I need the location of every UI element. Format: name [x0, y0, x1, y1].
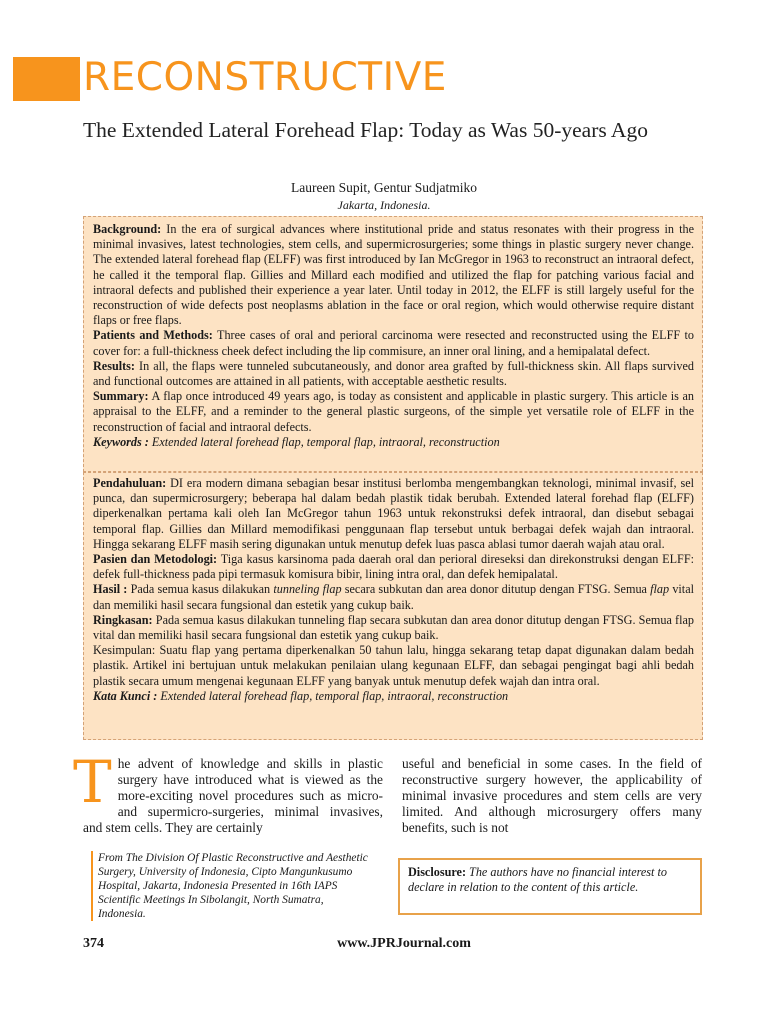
kata-kunci-text: Extended lateral forehead flap, temporal flap, intraoral, reconstruction — [157, 688, 509, 703]
disclosure-text: The authors have no financial interest to declare in relation to the content of this article. — [408, 865, 667, 894]
abstract-keywords — [93, 435, 694, 450]
abstrak-results — [93, 582, 694, 612]
abstrak-summary — [93, 613, 694, 643]
hasil-text-c: vital dan memiliki hasil secara fungsional dan estetik yang cukup baik. — [93, 582, 694, 612]
abstract-indonesian — [83, 472, 703, 740]
abstract-summary — [93, 389, 694, 435]
abstract-background — [93, 222, 694, 328]
affiliation-footnote: From The Division Of Plastic Reconstructive and Aesthetic Surgery, University of Indonesia, Cipto Mangunkusumo Hospital, Jakarta, Indonesia Presented in 16th IAPS Scientific Meetings In Sibolangit, North Sumatra, Indonesia. — [91, 851, 368, 921]
background-label: Background: — [93, 222, 162, 236]
drop-cap: T — [73, 748, 112, 816]
keywords-text: Extended lateral forehead flap, temporal flap, intraoral, reconstruction — [148, 434, 500, 449]
body-column-right — [402, 756, 702, 836]
page-number: 374 — [83, 936, 104, 951]
methods-text: Three cases of oral and perioral carcinoma were resected and reconstructed using the ELFF to cover for: a full-thickness cheek defect including the lip commisure, an inner oral lining, and a hemipalatal defect. — [93, 328, 694, 358]
ringkasan-label: Ringkasan: — [93, 612, 153, 627]
disclosure-label: Disclosure: — [408, 865, 466, 879]
metodologi-label: Pasien dan Metodologi: — [93, 552, 218, 567]
background-text: In the era of surgical advances where institutional pride and status resonates with their progress in the minimal invasives, latest technologies, stem cells, and supermicrosurgeries; some things in plastic surgery never change. The extended lateral forehead flap (ELFF) was first introduced by Ian McGregor in 1963 to reconstruct an intraoral defect, he called it the temporal flap. Gillies and Millard each modified and utilized the flap for patching various facial and intraoral defects and published their experience a year later. Until today in 2012, the ELFF is still largely useful for the reconstruction of wide defects post neoplasms ablation in the face or oral region, which would otherwise require distant flaps or free flaps. — [93, 222, 694, 328]
hasil-text-a: Pada semua kasus dilakukan — [127, 582, 274, 597]
hasil-emphasis-2: flap — [650, 582, 670, 597]
metodologi-text: Tiga kasus karsinoma pada daerah oral dan perioral direseksi dan direkonstruksi dengan ELFF: defek full-thickness pada pipi termasuk komisura bibir, lining intra oral, dan defek hemipalatal. — [93, 552, 694, 582]
abstrak-keywords — [93, 689, 694, 704]
abstrak-intro — [93, 476, 694, 552]
abstract-results — [93, 359, 694, 389]
journal-url: www.JPRJournal.com — [337, 936, 471, 951]
kata-kunci-label: Kata Kunci : — [93, 688, 158, 703]
article-title: The Extended Lateral Forehead Flap: Today as Was 50-years Ago — [83, 118, 648, 142]
keywords-label: Keywords : — [93, 434, 149, 449]
abstrak-conclusion: Kesimpulan: Suatu flap yang pertama diperkenalkan 50 tahun lalu, hingga sekarang tetap dapat digunakan dalam bedah plastik. Artikel ini bertujuan untuk melakukan penilaian ulang kegunaan ELFF, dan sebagai pengingat bagi ahli bedah plastik secara umum mengenai kegunaan ELFF yang banyak untuk menutup defek wajah dan intra oral. — [93, 643, 694, 688]
affiliation: Jakarta, Indonesia. — [337, 198, 431, 212]
hasil-emphasis-1: tunneling flap — [273, 582, 342, 597]
summary-text: A flap once introduced 49 years ago, is today as consistent and applicable in plastic surgery. This article is an appraisal to the ELFF, and a reminder to the general plastic surgeons, of the simple yet versatile role of ELFF in the reconstruction of facial and intraoral defects. — [93, 389, 694, 434]
body-column-left — [73, 748, 383, 836]
body-text-left: he advent of knowledge and skills in plastic surgery have introduced what is viewed as the more-exciting novel procedures such as micro- and supermicro-surgeries, minimal invasives, and stem cells. They are certainly — [83, 756, 383, 835]
abstrak-methods — [93, 552, 694, 582]
summary-label: Summary: — [93, 389, 149, 404]
section-title: RECONSTRUCTIVE — [83, 55, 447, 100]
intro-label: Pendahuluan: — [93, 476, 167, 490]
results-label: Results: — [93, 358, 135, 373]
abstract-english — [83, 216, 703, 472]
hasil-label: Hasil : — [93, 582, 128, 597]
disclosure-box — [398, 858, 702, 915]
methods-label: Patients and Methods: — [93, 328, 213, 343]
intro-text: DI era modern dimana sebagian besar institusi berlomba mengembangkan teknologi, minimal invasif, sel punca, dan supermicrosurgery; beberapa hal dalam bedah plastik tidak berubah. Extended lateral forehad flap (ELFF) diperkenalkan pertama kali oleh Ian McGregor tahun 1963 untuk rekonstruksi defek intraoral, dan disebut sebagai temporal flap. Gillies dan Millard memodifikasi penggunaan flap tersebut untuk berbagai defek wajah dan intraoral. Hingga sekarang ELFF masih sering digunakan untuk menutup defek luas pasca ablasi tumor daerah wajah atau oral. — [93, 476, 694, 551]
body-text-right: useful and beneficial in some cases. In the field of reconstructive surgery however, the applicability of minimal invasive procedures and stem cells are very limited. And although microsurgery offers many benefits, such is not — [402, 756, 702, 835]
abstract-methods — [93, 328, 694, 358]
hasil-text-b: secara subkutan dan area donor ditutup dengan FTSG. Semua — [341, 582, 651, 597]
authors: Laureen Supit, Gentur Sudjatmiko — [291, 180, 477, 195]
ringkasan-text: Pada semua kasus dilakukan tunneling flap secara subkutan dan area donor ditutup dengan FTSG. Semua flap vital dan memiliki hasil secara fungsional dan estetik yang cukup baik. — [93, 612, 694, 643]
section-color-bar — [13, 57, 80, 101]
results-text: In all, the flaps were tunneled subcutaneously, and donor area grafted by full-thickness skin. All flaps survived and functional outcomes are attained in all patients, with acceptable aesthetic results. — [93, 358, 694, 389]
